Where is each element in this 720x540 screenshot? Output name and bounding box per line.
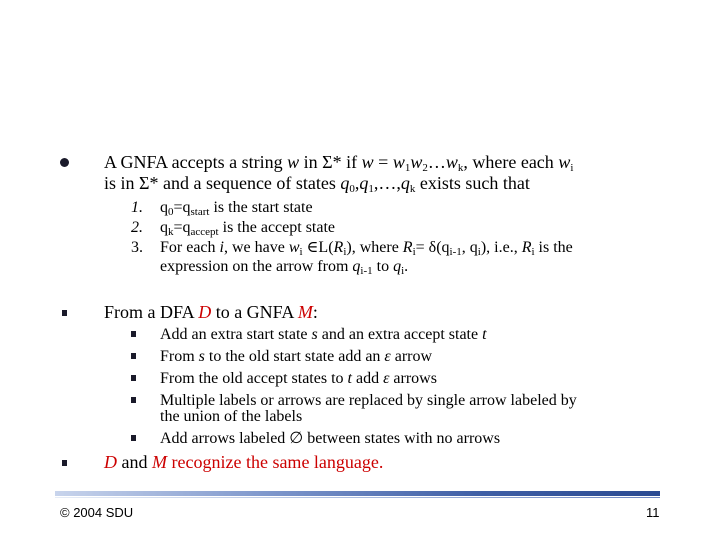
text: q [182, 199, 191, 216]
square-bullet-icon [131, 331, 136, 337]
text: R [333, 239, 344, 256]
text: add [351, 370, 384, 387]
text: i [401, 265, 405, 277]
text: From a DFA [104, 302, 199, 322]
square-bullet-icon [62, 310, 67, 316]
text: between states with no arrows [303, 430, 501, 447]
text: ,…, [373, 173, 401, 193]
step-accept-epsilon [160, 369, 437, 388]
text: k [168, 226, 174, 238]
step-add-states [160, 325, 487, 344]
list-item-transition-line2 [160, 257, 408, 276]
text: i [299, 246, 303, 258]
list-number: 3. [131, 239, 143, 256]
text: M [152, 452, 167, 472]
square-bullet-icon [131, 397, 136, 403]
text: 0 [168, 206, 174, 218]
text: to a GNFA [211, 302, 298, 322]
text: i [219, 239, 224, 256]
text: is the start state [209, 199, 313, 216]
text: = [173, 199, 183, 216]
text: w [361, 152, 374, 172]
text: D [198, 302, 212, 322]
text: , [354, 173, 360, 193]
text: q [340, 173, 350, 193]
text: 2 [422, 162, 428, 174]
text: t [482, 326, 487, 343]
text: q [400, 173, 410, 193]
step-union-labels-line2: the union of the labels [160, 408, 303, 425]
text: k [457, 162, 464, 174]
text: i [477, 246, 481, 258]
text: 1 [404, 162, 411, 174]
text: and an extra accept state [317, 326, 483, 343]
list-item-accept-state [160, 218, 335, 237]
text: w [392, 152, 405, 172]
text: M [297, 302, 313, 322]
text: to the old start state add an [204, 348, 385, 365]
text: expression on the arrow from [160, 258, 353, 275]
text: = [173, 219, 183, 236]
list-item-transition-line1 [160, 238, 573, 257]
text: to [372, 258, 394, 275]
text: … [427, 152, 446, 172]
text: is the accept state [218, 219, 336, 236]
square-bullet-icon [62, 460, 67, 466]
text: = [373, 152, 393, 172]
text: : [312, 302, 318, 322]
square-bullet-icon [131, 375, 136, 381]
footer-divider-thin [55, 497, 660, 498]
text: ∅ [289, 430, 304, 447]
text: s [198, 348, 205, 365]
text: i-1 [449, 246, 462, 258]
square-bullet-icon [131, 435, 136, 441]
text: w [410, 152, 423, 172]
text: From the old accept states to [160, 370, 348, 387]
text: 0 [349, 183, 355, 195]
text: s [311, 326, 318, 343]
text: i [343, 246, 347, 258]
list-item-start-state [160, 198, 313, 217]
text: k [409, 183, 416, 195]
list-number: 1. [131, 199, 143, 216]
text: Add arrows labeled [160, 430, 290, 447]
text: w [288, 239, 300, 256]
step-start-epsilon [160, 347, 432, 366]
text: recognize the same language. [167, 452, 384, 472]
copyright: © 2004 SDU [60, 505, 134, 520]
step-union-labels-line1: Multiple labels or arrows are replaced by single arrow labeled by [160, 392, 577, 409]
conclusion [104, 452, 383, 473]
text: q [160, 199, 168, 216]
text: ), i.e., [480, 239, 522, 256]
text: . [404, 258, 409, 275]
text: w [445, 152, 458, 172]
text: q [359, 173, 369, 193]
text: arrow [390, 348, 433, 365]
text: arrows [389, 370, 437, 387]
text: q [182, 219, 191, 236]
gnfa-definition-line1 [104, 152, 573, 173]
text: i [570, 162, 574, 174]
text: i [531, 246, 535, 258]
text: is the [534, 239, 573, 256]
text: q [352, 258, 361, 275]
gnfa-definition-line2 [104, 173, 530, 194]
text: in Σ* if [299, 152, 362, 172]
text: ∈L( [302, 239, 334, 256]
text: , where each [463, 152, 559, 172]
text: is in Σ* and a sequence of states [104, 173, 341, 193]
text: 1 [368, 183, 374, 195]
text: R [521, 239, 532, 256]
text: R [402, 239, 413, 256]
text: w [558, 152, 571, 172]
text: i-1 [360, 265, 373, 277]
dfa-to-gnfa-heading [104, 302, 318, 323]
text: A GNFA accepts a string [104, 152, 288, 172]
text: exists such that [415, 173, 530, 193]
text: For each [160, 239, 220, 256]
text: q [160, 219, 168, 236]
text: q [393, 258, 402, 275]
text: From [160, 348, 199, 365]
text: w [287, 152, 300, 172]
text: i [412, 246, 416, 258]
text: , we have [223, 239, 289, 256]
text: , q [461, 239, 478, 256]
text: ), where [346, 239, 403, 256]
square-bullet-icon [131, 353, 136, 359]
text: Add an extra start state [160, 326, 312, 343]
list-number: 2. [131, 219, 143, 236]
text: ε [384, 348, 391, 365]
text: D [104, 452, 117, 472]
bullet-dot-icon [60, 158, 69, 167]
page-number: 11 [646, 505, 660, 520]
step-empty-arrows [160, 429, 500, 448]
text: accept [190, 226, 219, 238]
text: t [347, 370, 352, 387]
text: ε [383, 370, 390, 387]
text: = δ(q [415, 239, 450, 256]
text: start [190, 206, 210, 218]
text: and [117, 452, 152, 472]
footer-divider [55, 491, 660, 496]
